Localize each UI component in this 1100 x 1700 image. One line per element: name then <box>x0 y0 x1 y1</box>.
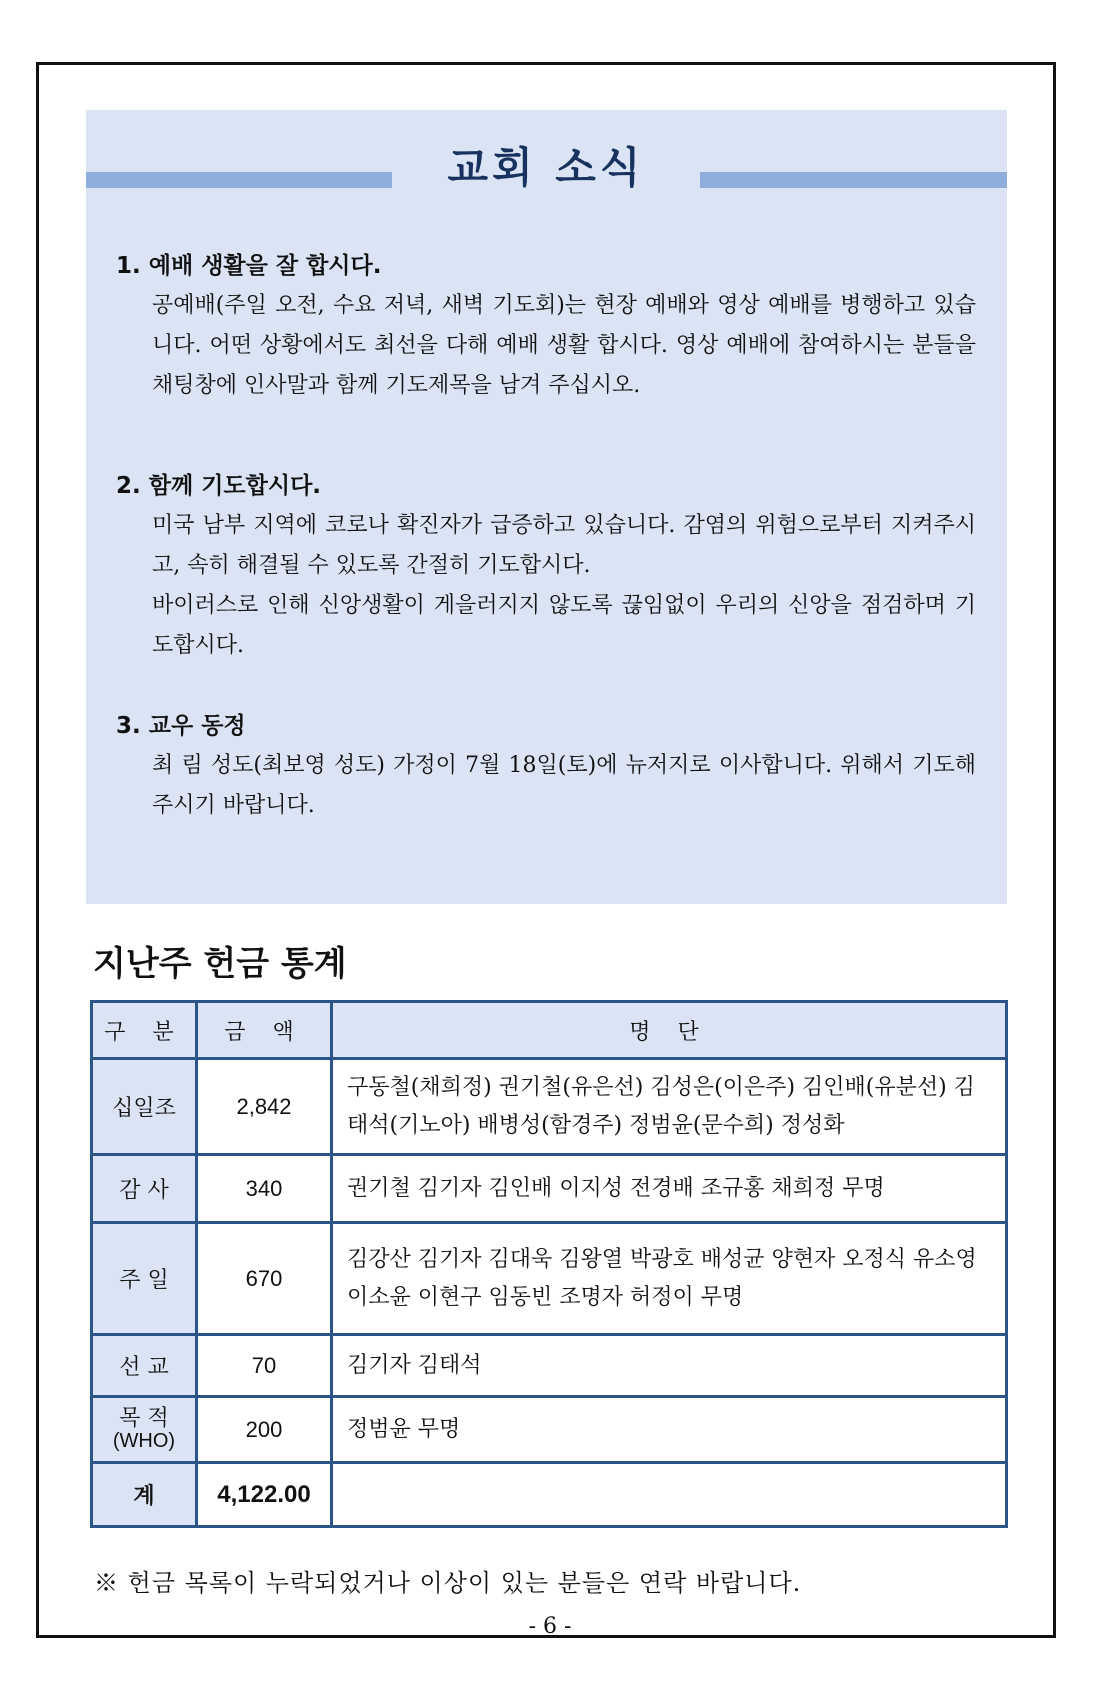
table-row <box>92 1397 1007 1463</box>
offering-stats-title: 지난주 헌금 통계 <box>93 944 347 984</box>
table-header-row <box>92 1002 1007 1059</box>
news-item-heading: 3. 교우 동정 <box>116 713 246 739</box>
header-names: 명 단 <box>332 1002 1007 1059</box>
row-amount: 200 <box>197 1397 332 1463</box>
news-item-members <box>116 710 976 826</box>
row-names: 권기철 김기자 김인배 이지성 전경배 조규홍 채희정 무명 <box>332 1155 1007 1223</box>
news-item-prayer <box>116 470 976 666</box>
news-item-heading: 2. 함께 기도합시다. <box>116 473 322 499</box>
news-item-heading: 1. 예배 생활을 잘 합시다. <box>116 253 382 279</box>
row-category: 십일조 <box>92 1059 197 1155</box>
header-category: 구 분 <box>92 1002 197 1059</box>
row-names: 김기자 김태석 <box>332 1335 1007 1397</box>
total-amount: 4,122.00 <box>197 1463 332 1527</box>
news-item-body <box>152 286 976 406</box>
news-item-worship <box>116 250 976 406</box>
row-category: 주 일 <box>92 1223 197 1335</box>
news-item-paragraph: 최 림 성도(최보영 성도) 가정이 7월 18일(토)에 뉴저지로 이사합니다. 위해서 기도해주시기 바랍니다. <box>152 753 976 818</box>
row-category-sub: (WHO) <box>112 1429 176 1452</box>
news-title-row <box>86 138 1007 198</box>
news-item-body <box>152 746 976 826</box>
total-names <box>332 1463 1007 1527</box>
row-amount: 340 <box>197 1155 332 1223</box>
news-item-paragraph: 공예배(주일 오전, 수요 저녁, 새벽 기도회)는 현장 예배와 영상 예배를 병행하고 있습니다. 어떤 상황에서도 최선을 다해 예배 생활 합시다. 영상 예배에 참여하시는 분들을 채팅창에 인사말과 함께 기도제목을 남겨 주십시오. <box>152 293 976 398</box>
title-decoration-left <box>86 172 392 188</box>
news-item-paragraph: 바이러스로 인해 신앙생활이 게을러지지 않도록 끊임없이 우리의 신앙을 점검하며 기도합시다. <box>152 593 976 658</box>
news-title: 교회 소식 <box>447 143 645 192</box>
total-label: 계 <box>92 1463 197 1527</box>
table-row <box>92 1059 1007 1155</box>
row-names: 구동철(채희정) 권기철(유은선) 김성은(이은주) 김인배(유분선) 김태석(기노아) 배병성(함경주) 정범윤(문수희) 정성화 <box>332 1059 1007 1155</box>
row-category-main: 목 적 <box>119 1405 169 1431</box>
row-names: 정범윤 무명 <box>332 1397 1007 1463</box>
offering-table <box>90 1000 1008 1528</box>
header-amount: 금 액 <box>197 1002 332 1059</box>
row-amount: 2,842 <box>197 1059 332 1155</box>
offering-footnote: ※ 헌금 목록이 누락되었거나 이상이 있는 분들은 연락 바랍니다. <box>94 1569 802 1597</box>
table-row <box>92 1155 1007 1223</box>
table-row <box>92 1223 1007 1335</box>
row-category <box>92 1397 197 1463</box>
row-amount: 70 <box>197 1335 332 1397</box>
table-row <box>92 1335 1007 1397</box>
row-category: 선 교 <box>92 1335 197 1397</box>
news-item-body <box>152 506 976 666</box>
row-category: 감 사 <box>92 1155 197 1223</box>
row-names: 김강산 김기자 김대욱 김왕열 박광호 배성균 양현자 오정식 유소영 이소윤 이현구 임동빈 조명자 허정이 무명 <box>332 1223 1007 1335</box>
church-news-box <box>86 110 1007 904</box>
title-decoration-right <box>700 172 1007 188</box>
news-item-paragraph: 미국 남부 지역에 코로나 확진자가 급증하고 있습니다. 감염의 위험으로부터 지켜주시고, 속히 해결될 수 있도록 간절히 기도합시다. <box>152 513 976 578</box>
row-amount: 670 <box>197 1223 332 1335</box>
table-total-row <box>92 1463 1007 1527</box>
page-number: - 6 - <box>528 1614 572 1639</box>
